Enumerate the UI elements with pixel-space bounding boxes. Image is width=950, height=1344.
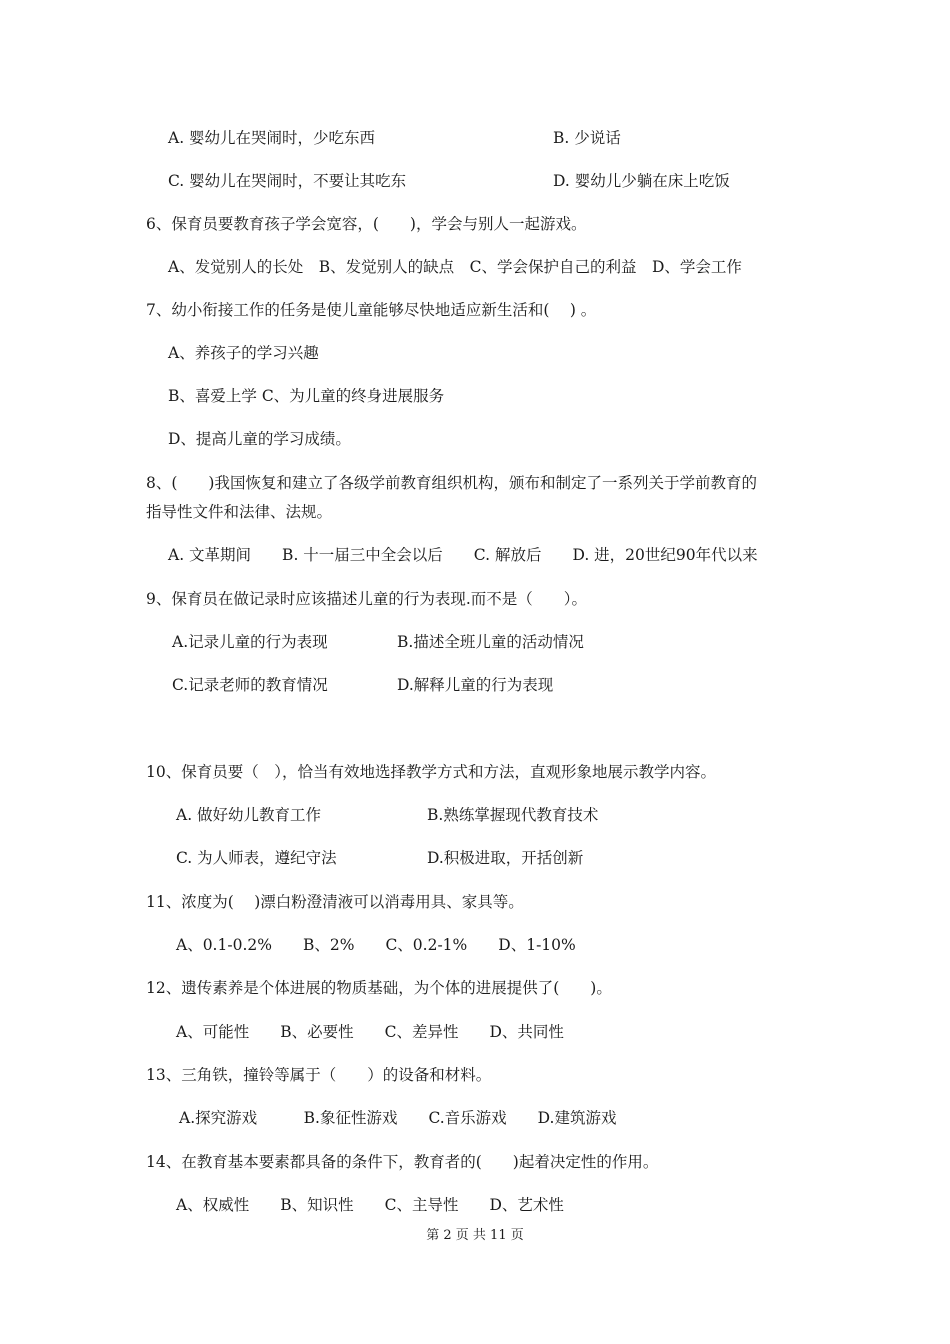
option-text: D.解释儿童的行为表现	[397, 676, 554, 694]
option-text: A、0.1-0.2% B、2% C、0.2-1% D、1-10%	[176, 936, 576, 954]
option-text: A. 婴幼儿在哭闹时，少吃东西	[168, 129, 376, 147]
option-text: B、喜爱上学 C、为儿童的终身进展服务	[168, 387, 445, 405]
option-text: A. 做好幼儿教育工作	[176, 806, 322, 824]
option-text: A.记录儿童的行为表现	[172, 633, 328, 651]
option-text: B.描述全班儿童的活动情况	[397, 633, 584, 651]
option-text: A. 文革期间 B. 十一届三中全会以后 C. 解放后 D. 进，20世纪90年代以来	[168, 546, 758, 564]
option-text: A、权威性 B、知识性 C、主导性 D、艺术性	[176, 1196, 564, 1214]
question-text: 13、三角铁，撞铃等属于（ ）的设备和材料。	[146, 1066, 492, 1084]
option-text: C. 为人师表，遵纪守法	[176, 849, 337, 867]
question-text: 8、( )我国恢复和建立了各级学前教育组织机构，颁布和制定了一系列关于学前教育的	[146, 474, 757, 492]
option-text: A.探究游戏 B.象征性游戏 C.音乐游戏 D.建筑游戏	[179, 1109, 617, 1127]
question-text: 6、保育员要教育孩子学会宽容，( )，学会与别人一起游戏。	[146, 215, 587, 233]
option-text: B.熟练掌握现代教育技术	[427, 806, 599, 824]
option-text: A、养孩子的学习兴趣	[168, 344, 319, 362]
question-text: 9、保育员在做记录时应该描述儿童的行为表现.而不是（ ）。	[146, 590, 588, 608]
question-text: 10、保育员要（ ），恰当有效地选择教学方式和方法，直观形象地展示教学内容。	[146, 763, 716, 781]
option-text: D. 婴幼儿少躺在床上吃饭	[553, 172, 730, 190]
question-text: 11、浓度为( )漂白粉澄清液可以消毒用具、家具等。	[146, 893, 524, 911]
question-text: 指导性文件和法律、法规。	[146, 503, 333, 521]
option-text: A、可能性 B、必要性 C、差异性 D、共同性	[176, 1023, 564, 1041]
option-text: C.记录老师的教育情况	[172, 676, 328, 694]
question-text: 14、在教育基本要素都具备的条件下，教育者的( )起着决定性的作用。	[146, 1153, 659, 1171]
option-text: B. 少说话	[553, 129, 621, 147]
option-text: D.积极进取，开括创新	[427, 849, 584, 867]
option-text: C. 婴幼儿在哭闹时，不要让其吃东	[168, 172, 407, 190]
question-text: 7、幼小衔接工作的任务是使儿童能够尽快地适应新生活和( ) 。	[146, 301, 597, 319]
page-footer: 第 2 页 共 11 页	[426, 1228, 524, 1243]
question-text: 12、遗传素养是个体进展的物质基础，为个体的进展提供了( )。	[146, 979, 612, 997]
option-text: D、提高儿童的学习成绩。	[168, 430, 351, 448]
option-text: A、发觉别人的长处 B、发觉别人的缺点 C、学会保护自己的利益 D、学会工作	[168, 258, 742, 276]
